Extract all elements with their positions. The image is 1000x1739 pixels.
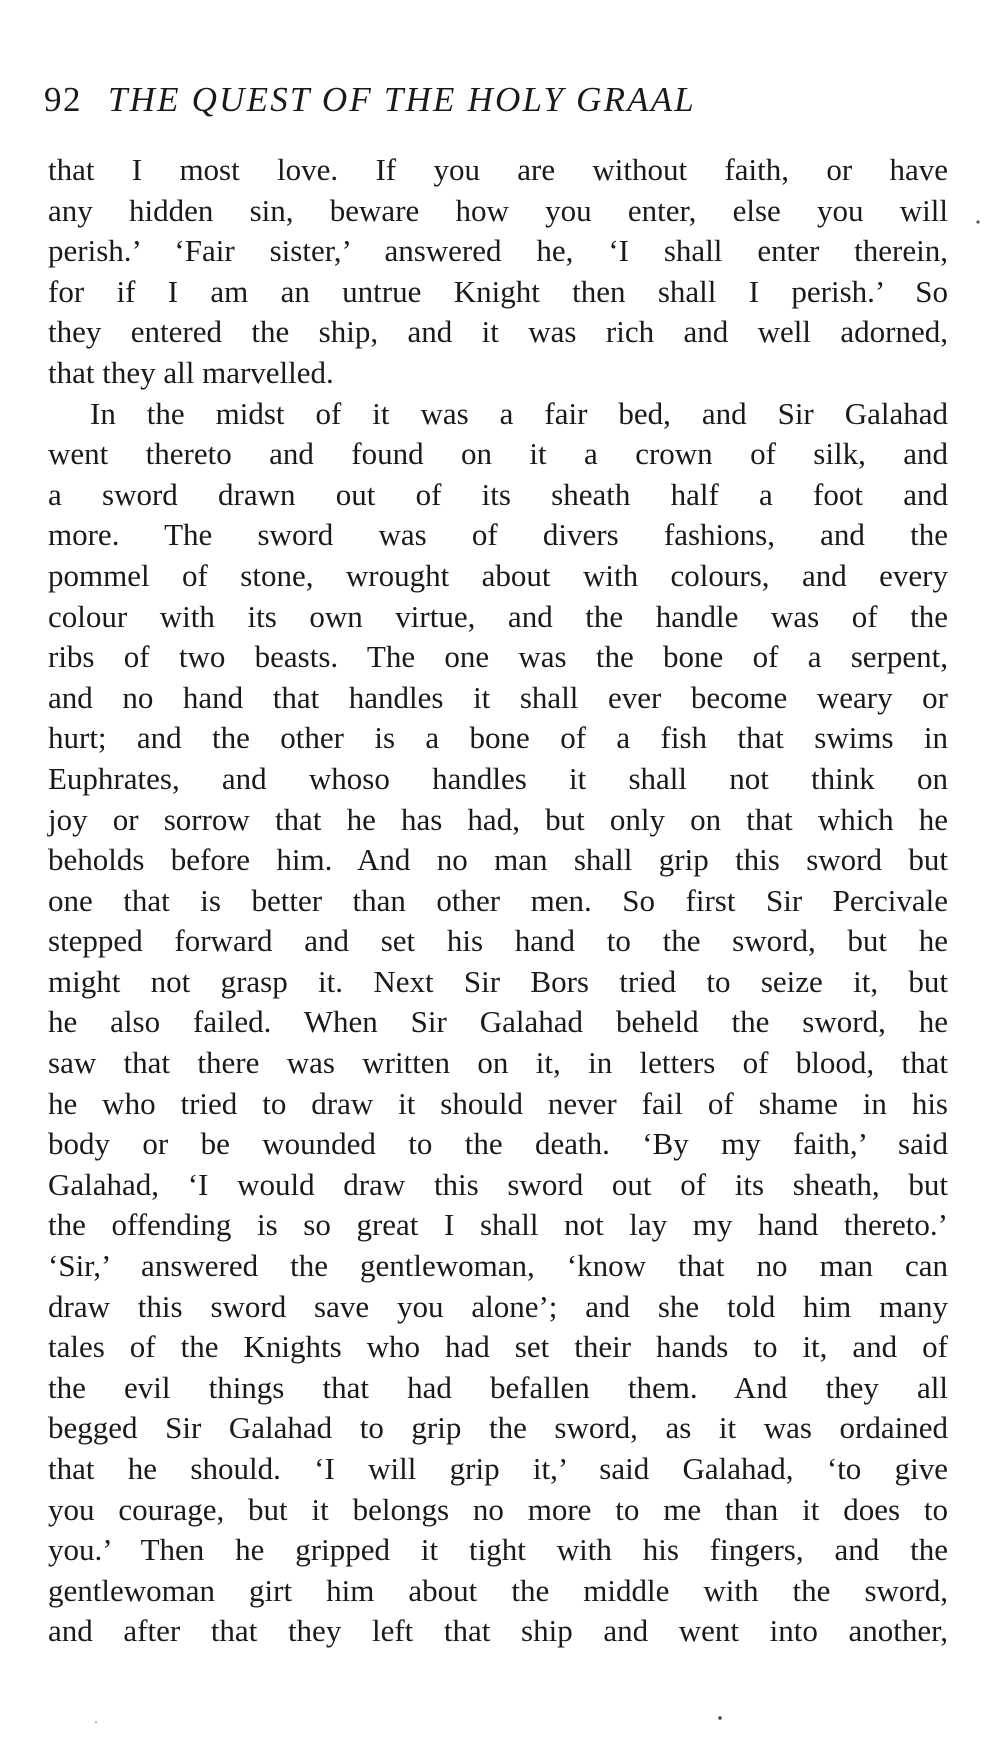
text-line: and after that they left that ship and went into another, (48, 1613, 948, 1649)
text-line: a sword drawn out of its sheath half a foot and (48, 476, 948, 512)
text-line: ‘Sir,’ answered the gentlewoman, ‘know that no man can (48, 1248, 948, 1284)
text-line: you courage, but it belongs no more to me than it does to (48, 1491, 948, 1527)
text-line: the evil things that had befallen them. And they all (48, 1369, 948, 1405)
text-line: one that is better than other men. So first Sir Percivale (48, 882, 948, 918)
text-line: stepped forward and set his hand to the sword, but he (48, 923, 948, 959)
text-line: begged Sir Galahad to grip the sword, as it was ordained (48, 1410, 948, 1446)
text-line: you.’ Then he gripped it tight with his fingers, and the (48, 1532, 948, 1568)
scan-speck (976, 220, 979, 223)
running-head (44, 80, 864, 124)
text-line: more. The sword was of divers fashions, and the (48, 517, 948, 553)
text-line: that they all marvelled. (48, 354, 334, 390)
text-line: they entered the ship, and it was rich and well adorned, (48, 314, 948, 350)
book-title: THE QUEST OF THE HOLY GRAAL (108, 80, 696, 119)
scan-speck (718, 1716, 722, 1720)
text-line: perish.’ ‘Fair sister,’ answered he, ‘I shall enter therein, (48, 233, 948, 269)
text-line: Euphrates, and whoso handles it shall not think on (48, 760, 948, 796)
text-line: joy or sorrow that he has had, but only on that which he (48, 801, 948, 837)
text-line: any hidden sin, beware how you enter, else you will (48, 192, 948, 228)
text-line: body or be wounded to the death. ‘By my faith,’ said (48, 1126, 948, 1162)
text-line: he also failed. When Sir Galahad beheld the sword, he (48, 1004, 948, 1040)
text-line: colour with its own virtue, and the handle was of the (48, 598, 948, 634)
text-line: went thereto and found on it a crown of silk, and (48, 436, 948, 472)
text-line: might not grasp it. Next Sir Bors tried to seize it, but (48, 963, 948, 999)
text-line: saw that there was written on it, in letters of blood, that (48, 1045, 948, 1081)
text-line: that he should. ‘I will grip it,’ said Galahad, ‘to give (48, 1451, 948, 1486)
body-text (48, 150, 948, 1652)
text-line: and no hand that handles it shall ever become weary or (48, 679, 948, 715)
text-line: beholds before him. And no man shall grip this sword but (48, 842, 948, 878)
text-line: the offending is so great I shall not lay my hand thereto.’ (48, 1207, 948, 1243)
text-line: tales of the Knights who had set their hands to it, and of (48, 1329, 948, 1365)
text-line: he who tried to draw it should never fail of shame in his (48, 1085, 948, 1121)
scan-speck (95, 1721, 97, 1723)
text-line: ribs of two beasts. The one was the bone of a serpent, (48, 639, 948, 675)
paragraph-start-line: In the midst of it was a fair bed, and Sir Galahad (90, 395, 948, 431)
text-line: Galahad, ‘I would draw this sword out of its sheath, but (48, 1166, 948, 1202)
text-line: gentlewoman girt him about the middle with the sword, (48, 1572, 948, 1608)
text-line: draw this sword save you alone’; and she told him many (48, 1288, 948, 1324)
text-line: pommel of stone, wrought about with colours, and every (48, 557, 948, 593)
text-line: for if I am an untrue Knight then shall I perish.’ So (48, 273, 948, 309)
page-number: 92 (44, 80, 82, 119)
text-line: that I most love. If you are without faith, or have (48, 152, 948, 187)
text-line: hurt; and the other is a bone of a fish that swims in (48, 720, 948, 756)
